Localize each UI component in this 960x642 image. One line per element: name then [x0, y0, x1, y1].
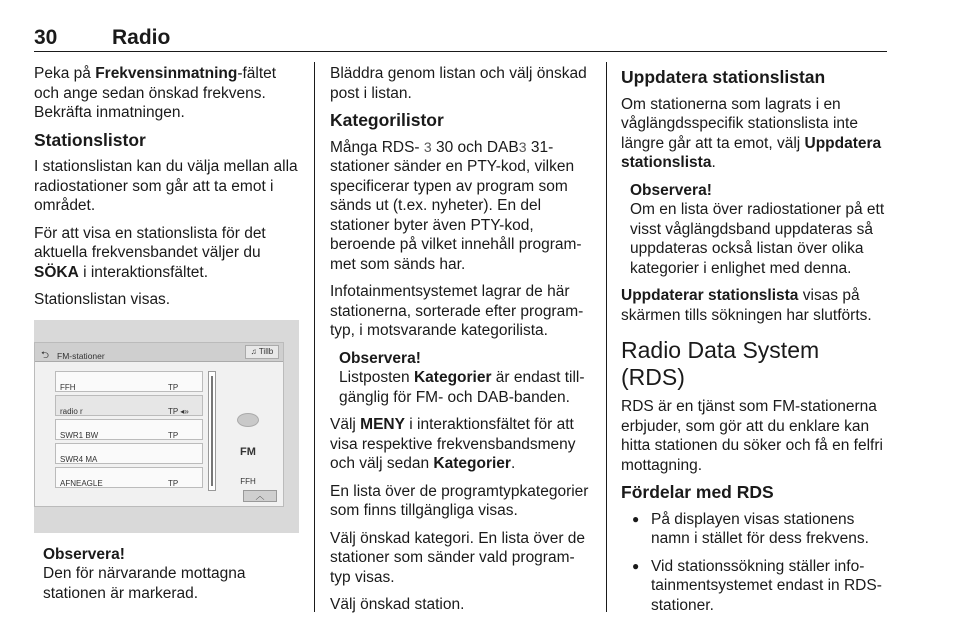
paragraph: Många RDS- 3 30 och DAB3 31-stationer sänder en PTY-kod, vilken specificerar typen av program som sänds ut (t.ex. nyheter). En del stationer byter även PTY-kod, beroende på vilket innehåll program-met som sänds har.: [330, 138, 582, 273]
note: Observera! Om en lista över radiostationer på ett visst våglängdsband uppdateras så uppdateras också listan över olika kategorier i enlighet med denna.: [630, 181, 885, 277]
screen-title-bar: [35, 343, 283, 362]
paragraph: För att visa en stationslista för det aktuella frekvensbandet väljer du SÖKA i interaktionsfältet.: [34, 224, 266, 281]
station-list-screenshot: [34, 320, 299, 533]
paragraph: Välj önskad station.: [330, 596, 465, 613]
paragraph: Om stationerna som lagrats i en våglängdsspecifik stationslista inte längre går att ta emot, välj Uppdatera stationslista.: [621, 95, 882, 171]
screen-title: FM-stationer: [57, 350, 105, 361]
column-left: [34, 64, 299, 611]
band-dial-icon: [237, 413, 259, 427]
paragraph: Välj MENY i interaktionsfältet för att visa respektive frekvensbandsmeny och välj sedan Kategorier.: [330, 416, 576, 472]
station-row: SWR1 BW TP: [55, 419, 203, 440]
heading-fordelar: Fördelar med RDS: [621, 482, 774, 502]
page-header: [34, 24, 887, 52]
band-label: FM: [240, 445, 256, 458]
reference-arrow-icon: 3: [518, 138, 527, 155]
heading-rds: Radio Data System (RDS): [621, 337, 820, 390]
page-number: 30: [34, 26, 58, 49]
paragraph: Välj önskad kategori. En lista över de stationer som sänder vald program-typ visas.: [330, 529, 586, 586]
back-tab-button: ♫ Tillb: [245, 345, 279, 359]
paragraph: I stationslistan kan du välja mellan alla radiostationer som går att ta emot i området.: [34, 158, 298, 214]
back-arrow-icon: ⮌: [41, 349, 50, 361]
paragraph: Uppdaterar stationslista visas på skärmen tills sökningen har slutförts.: [621, 287, 872, 324]
bullet-list: [621, 510, 887, 616]
current-station-label: FFH: [240, 477, 256, 486]
station-row: FFH TP: [55, 371, 203, 392]
paragraph: En lista över de programtypkategorier som finns tillgängliga visas.: [330, 482, 589, 519]
column-divider: [314, 62, 315, 612]
note: Observera! Den för närvarande mottagna stationen är markerad.: [43, 545, 246, 602]
list-item: ● På displayen visas stationens namn i stället för dess frekvens.: [621, 510, 887, 549]
paragraph: Infotainmentsystemet lagrar de här stationerna, sorterade efter program-typ, i motsvarande kategorilista.: [330, 283, 584, 339]
station-row: AFNEAGLE TP: [55, 467, 203, 488]
page-title: Radio: [112, 26, 171, 49]
station-list: [55, 371, 203, 491]
station-row: SWR4 MA: [55, 443, 203, 464]
paragraph: Stationslistan visas.: [34, 291, 171, 308]
column-right: [621, 64, 887, 623]
column-divider: [606, 62, 607, 612]
reference-arrow-icon: 3: [423, 138, 432, 155]
station-row-selected: radio r TP ◂»: [55, 395, 203, 416]
heading-kategorilistor: Kategorilistor: [330, 110, 444, 130]
now-playing-panel: [228, 413, 268, 492]
list-item: ● Vid stationssökning ställer info-tainmentsystemet endast in RDS-stationer.: [621, 557, 887, 616]
note: Observera! Listposten Kategorier är endast till-gänglig för FM- och DAB-banden.: [339, 349, 585, 406]
column-middle: [330, 64, 592, 623]
list-scrollbar: [208, 371, 216, 491]
paragraph: Peka på Frekvensinmatning-fältet och ange sedan önskad frekvens. Bekräfta inmatningen.: [34, 65, 277, 121]
paragraph: Bläddra genom listan och välj önskad post i listan.: [330, 65, 587, 102]
heading-uppdatera: Uppdatera stationslistan: [621, 67, 826, 87]
heading-stationslistor: Stationslistor: [34, 129, 146, 150]
paragraph: RDS är en tjänst som FM-stationerna erbjuder, som gör att du enklare kan hitta stationen du söker och få en felfri mottagning.: [621, 398, 883, 474]
chevron-up-icon: ︿: [243, 490, 277, 502]
infotainment-screen: [34, 342, 284, 507]
